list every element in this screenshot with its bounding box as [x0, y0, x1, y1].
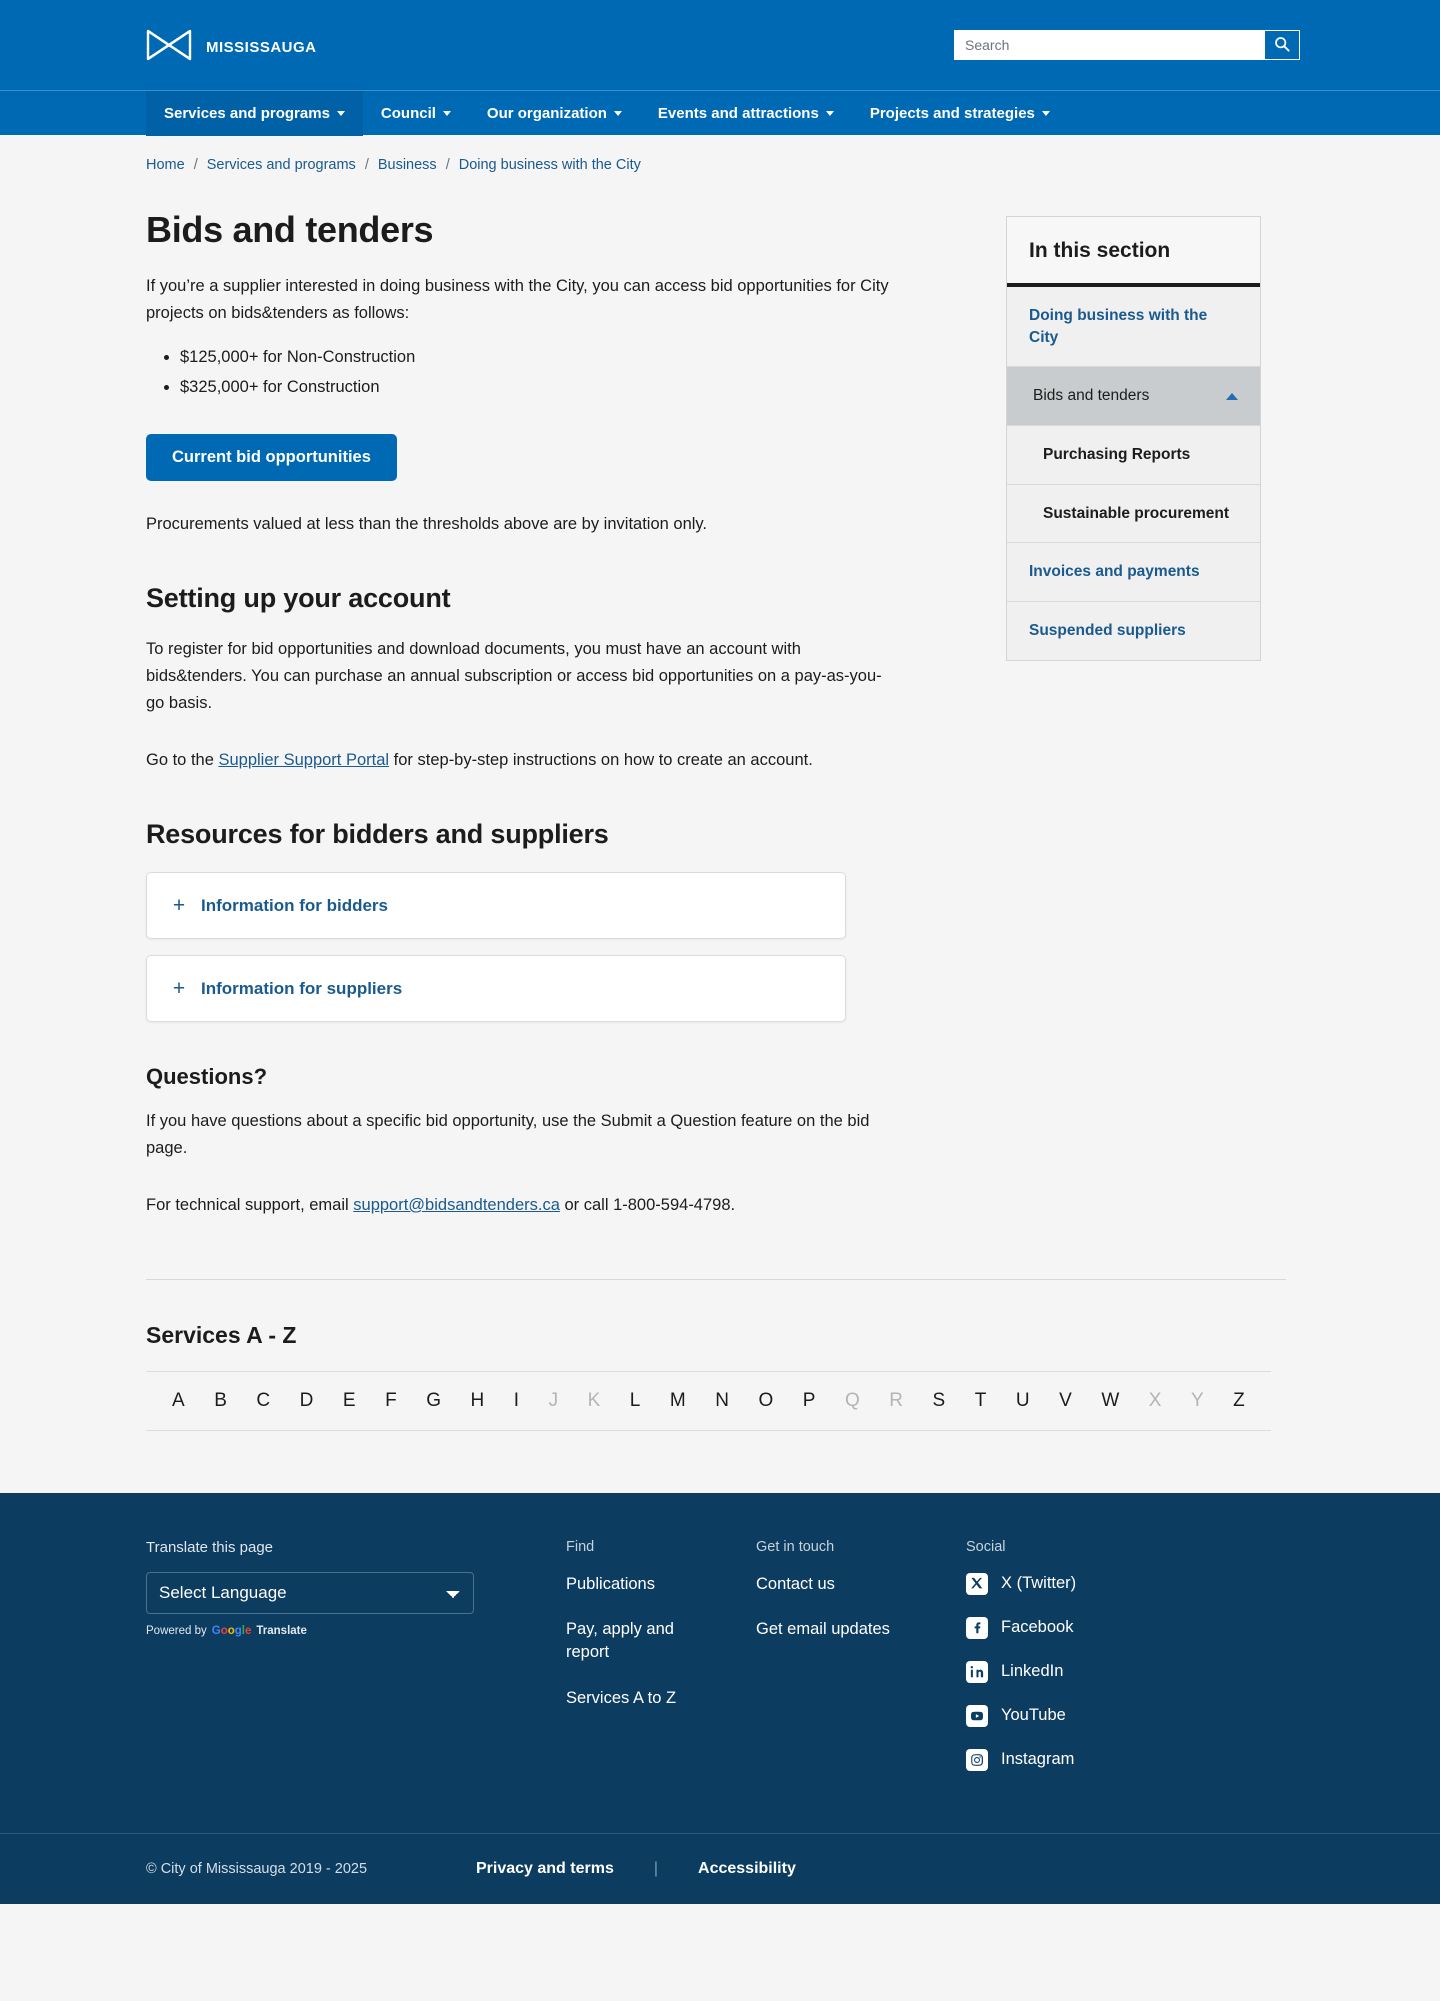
footer-link-get-email-updates[interactable]: Get email updates — [756, 1619, 890, 1638]
search-submit-button[interactable] — [1264, 30, 1300, 60]
footer-column-heading: Get in touch — [756, 1538, 835, 1555]
youtube-icon — [966, 1705, 988, 1727]
setting-up-account-heading: Setting up your account — [146, 583, 451, 614]
az-letter-l[interactable]: L — [629, 1389, 641, 1411]
social-link-youtube[interactable] — [966, 1705, 1196, 1727]
accordion-label: Information for suppliers — [201, 978, 403, 998]
footer-link-services-a-to-z[interactable]: Services A to Z — [566, 1688, 677, 1707]
chevron-down-icon — [337, 111, 345, 116]
sidebar-item-sustainable-procurement[interactable] — [1007, 485, 1260, 544]
az-letter-b[interactable]: B — [214, 1389, 227, 1411]
social-link-label: Facebook — [1001, 1618, 1074, 1636]
az-letter-g[interactable]: G — [426, 1389, 442, 1411]
az-letter-y: Y — [1190, 1389, 1204, 1411]
sidebar-item-label: Sustainable procurement — [1043, 504, 1230, 522]
social-link-linkedin[interactable] — [966, 1661, 1196, 1683]
x-twitter-icon — [966, 1573, 988, 1595]
powered-by-google-translate — [146, 1625, 566, 1637]
questions-paragraph: If you have questions about a specific bid opportunity, use the Submit a Question feature on the bid page. — [146, 1112, 870, 1158]
supplier-support-portal-link[interactable]: Supplier Support Portal — [218, 750, 390, 769]
site-logo-text: mississauga — [206, 32, 317, 57]
nav-item-projects-and-strategies[interactable] — [852, 91, 1068, 136]
footer-column-social — [966, 1539, 1196, 1793]
site-footer — [0, 1493, 1440, 1904]
social-link-facebook[interactable] — [966, 1617, 1196, 1639]
breadcrumb-separator: / — [193, 157, 198, 173]
sidebar-item-doing-business-with-the-city[interactable] — [1007, 287, 1260, 367]
social-link-x-twitter[interactable] — [966, 1573, 1196, 1595]
sidebar-item-label: Doing business with the City — [1029, 307, 1208, 346]
invitation-note: Procurements valued at less than the thresholds above are by invitation only. — [146, 514, 708, 533]
plus-icon: + — [172, 894, 186, 918]
az-letter-k: K — [587, 1389, 601, 1411]
az-letter-f[interactable]: F — [385, 1389, 397, 1411]
az-letter-j: J — [548, 1389, 559, 1411]
sidebar-item-suspended-suppliers[interactable] — [1007, 602, 1260, 660]
chevron-down-icon — [614, 111, 622, 116]
sidebar-item-purchasing-reports[interactable] — [1007, 426, 1260, 485]
az-letter-x: X — [1148, 1389, 1162, 1411]
resources-heading: Resources for bidders and suppliers — [146, 819, 609, 850]
google-logo-text — [212, 1625, 252, 1637]
questions-heading: Questions? — [146, 1064, 268, 1090]
main-content — [146, 208, 976, 1219]
az-letter-d[interactable]: D — [299, 1389, 314, 1411]
az-letter-c[interactable]: C — [256, 1389, 271, 1411]
language-select[interactable] — [146, 1572, 474, 1614]
translate-word: Translate — [256, 1624, 307, 1637]
footer-column-find — [566, 1539, 756, 1793]
account-p2-post: for step-by-step instructions on how to create an account. — [389, 750, 813, 769]
services-az-title: Services A - Z — [146, 1321, 297, 1348]
account-paragraph-2 — [146, 747, 891, 774]
google-logo-letter: G — [211, 1624, 221, 1637]
linkedin-icon — [966, 1661, 988, 1683]
footer-link-contact-us[interactable]: Contact us — [756, 1574, 835, 1593]
nav-item-council[interactable] — [363, 91, 469, 136]
footer-link-pay-apply-and-report[interactable]: Pay, apply and report — [566, 1619, 674, 1662]
nav-item-events-and-attractions[interactable] — [640, 91, 852, 136]
accessibility-link[interactable]: Accessibility — [698, 1859, 796, 1877]
social-heading: Social — [966, 1538, 1006, 1555]
social-link-label: LinkedIn — [1001, 1662, 1064, 1680]
breadcrumb-item-services-and-programs[interactable]: Services and programs — [206, 157, 356, 173]
nav-item-our-organization[interactable] — [469, 91, 640, 136]
az-letter-h[interactable]: H — [470, 1389, 485, 1411]
site-logo-link[interactable] — [146, 28, 317, 62]
threshold-list — [146, 345, 976, 401]
social-link-label: YouTube — [1001, 1706, 1066, 1724]
support-pre: For technical support, email — [146, 1195, 354, 1214]
az-letter-v[interactable]: V — [1059, 1389, 1072, 1411]
social-link-label: X (Twitter) — [1001, 1574, 1077, 1592]
az-letter-e[interactable]: E — [342, 1389, 356, 1411]
support-email-link[interactable]: support@bidsandtenders.ca — [353, 1195, 560, 1214]
az-letter-z[interactable]: Z — [1233, 1389, 1245, 1411]
az-letter-n[interactable]: N — [715, 1389, 729, 1411]
sidebar-item-label: Invoices and payments — [1029, 563, 1200, 581]
mississauga-butterfly-logo-icon — [146, 28, 192, 62]
sidebar-item-label: Suspended suppliers — [1029, 622, 1186, 640]
nav-item-label: Projects and strategies — [869, 105, 1035, 122]
az-letter-w[interactable]: W — [1101, 1389, 1120, 1411]
threshold-item: • $125,000+ for Non-Construction — [180, 345, 976, 371]
az-letter-r: R — [889, 1389, 904, 1411]
nav-item-label: Our organization — [486, 105, 607, 122]
az-letter-s[interactable]: S — [932, 1389, 946, 1411]
az-letter-m[interactable]: M — [669, 1389, 686, 1411]
chevron-down-icon — [826, 111, 834, 116]
site-header — [0, 0, 1440, 90]
powered-by-text: Powered by — [146, 1624, 207, 1637]
translate-label: Translate this page — [146, 1538, 274, 1556]
google-logo-letter: g — [234, 1624, 242, 1637]
chevron-down-icon — [1042, 111, 1050, 116]
main-navigation — [0, 90, 1440, 135]
az-letter-o[interactable]: O — [758, 1389, 774, 1411]
chevron-down-icon — [443, 111, 451, 116]
az-letter-u[interactable]: U — [1015, 1389, 1030, 1411]
accordion-information-for-suppliers[interactable] — [146, 955, 846, 1022]
google-logo-letter: o — [227, 1624, 235, 1637]
instagram-icon — [966, 1749, 988, 1771]
sidebar-item-bids-and-tenders[interactable] — [1007, 367, 1260, 426]
footer-link-publications[interactable]: Publications — [566, 1574, 655, 1593]
footer-separator: | — [653, 1859, 659, 1877]
breadcrumb-separator: / — [364, 157, 369, 173]
intro-paragraph: If you’re a supplier interested in doing business with the City, you can access bid opportunities for City projects on bids&tenders as follows: — [146, 277, 889, 322]
nav-item-label: Services and programs — [164, 105, 330, 122]
breadcrumb — [146, 135, 1300, 173]
az-letter-i[interactable]: I — [513, 1389, 520, 1411]
nav-item-label: Council — [380, 105, 436, 122]
breadcrumb-item-business[interactable]: Business — [377, 157, 437, 173]
search-icon — [1274, 36, 1290, 55]
nav-item-label: Events and attractions — [657, 105, 819, 122]
account-paragraph-1: To register for bid opportunities and download documents, you must have an account with bids&tenders. You can purchase an annual subscription or access bid opportunities on a pay-as-you-go basis. — [146, 640, 882, 712]
site-search — [954, 30, 1300, 60]
sidebar-heading: In this section — [1007, 217, 1260, 287]
section-divider — [146, 1279, 1286, 1280]
nav-item-services-and-programs[interactable] — [146, 91, 363, 136]
az-letter-t[interactable]: T — [974, 1389, 987, 1411]
threshold-item: • $325,000+ for Construction — [180, 375, 976, 401]
social-link-label: Instagram — [1001, 1750, 1075, 1768]
sidebar-item-label: Bids and tenders — [1033, 387, 1150, 405]
translate-widget — [146, 1539, 566, 1793]
current-bid-opportunities-button[interactable]: Current bid opportunities — [146, 434, 397, 481]
google-logo-letter: l — [241, 1624, 245, 1637]
footer-column-get-in-touch — [756, 1539, 966, 1793]
copyright-text: © City of Mississauga 2019 - 2025 — [146, 1860, 368, 1877]
az-letter-q: Q — [844, 1389, 860, 1411]
breadcrumb-item-doing-business-with-the-city[interactable]: Doing business with the City — [458, 157, 641, 173]
social-link-instagram[interactable] — [966, 1749, 1196, 1771]
search-input[interactable] — [954, 30, 1264, 60]
google-logo-letter: o — [220, 1624, 228, 1637]
breadcrumb-item-home[interactable]: Home — [146, 157, 185, 173]
sidebar-item-invoices-and-payments[interactable] — [1007, 543, 1260, 602]
in-this-section-sidebar — [1006, 208, 1261, 661]
az-letter-p[interactable]: P — [802, 1389, 816, 1411]
support-post: or call 1-800-594-4798. — [559, 1195, 736, 1214]
google-logo-letter: e — [244, 1624, 252, 1637]
facebook-icon — [966, 1617, 988, 1639]
accordion-information-for-bidders[interactable] — [146, 872, 846, 939]
services-az-letter-strip — [146, 1371, 1271, 1431]
privacy-and-terms-link[interactable]: Privacy and terms — [476, 1859, 614, 1877]
footer-bottom-bar — [0, 1833, 1440, 1904]
az-letter-a[interactable]: A — [172, 1389, 185, 1411]
breadcrumb-separator: / — [445, 157, 450, 173]
plus-icon: + — [172, 977, 186, 1001]
page-title: Bids and tenders — [146, 209, 434, 250]
sidebar-item-label: Purchasing Reports — [1043, 446, 1191, 464]
chevron-up-icon[interactable] — [1226, 393, 1238, 400]
accordion-label: Information for bidders — [201, 895, 388, 915]
footer-column-heading: Find — [566, 1538, 595, 1555]
resources-accordion — [146, 872, 976, 1022]
support-paragraph — [146, 1192, 891, 1219]
account-p2-pre: Go to the — [146, 750, 219, 769]
